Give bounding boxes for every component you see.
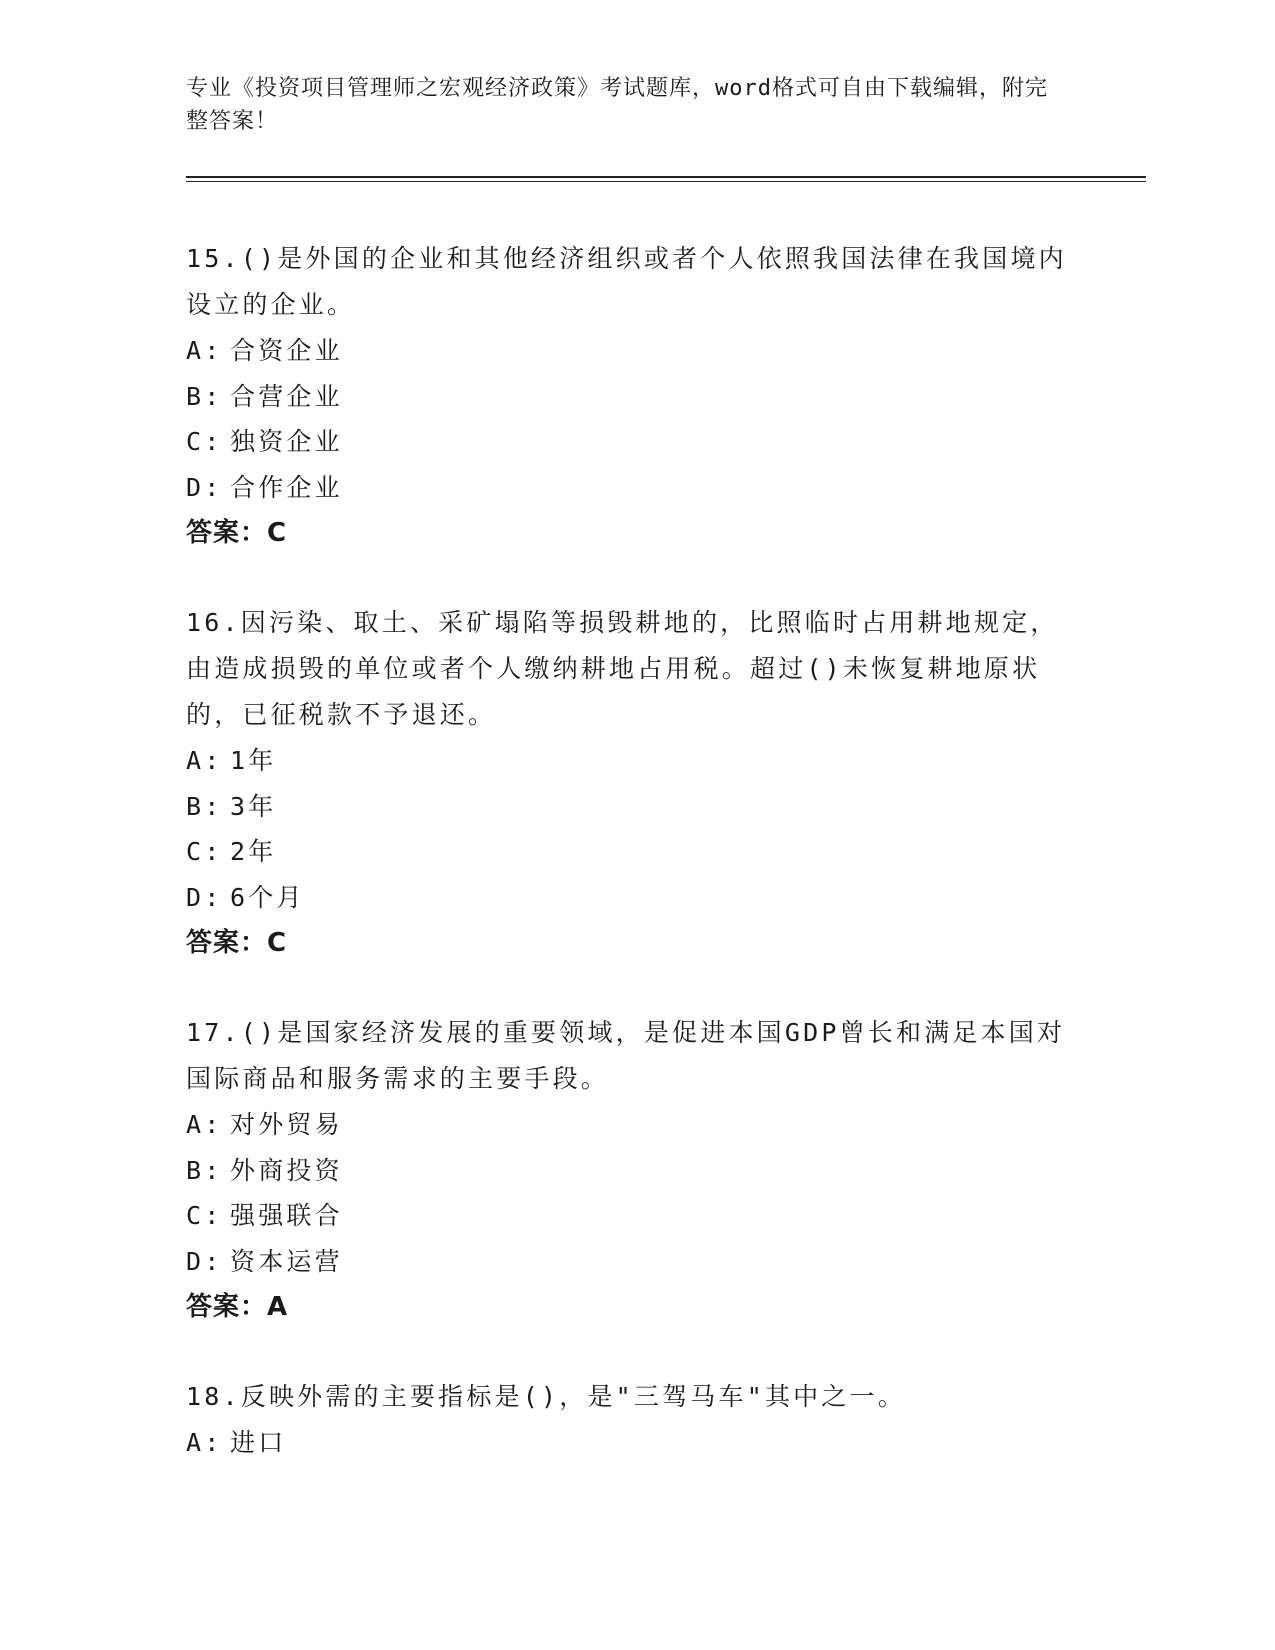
question-stem: 17.()是国家经济发展的重要领域，是促进本国GDP曾长和满足本国对国际商品和服务需求的主要手段。 [186, 1018, 1066, 1093]
option-text: 合作企业 [230, 472, 343, 502]
header-divider-thin [186, 181, 1146, 182]
option-a [186, 328, 1086, 374]
option-b [186, 1148, 1086, 1194]
option-letter: A: [186, 1110, 223, 1139]
option-d [186, 1239, 1086, 1285]
answer: 答案：A [186, 1292, 289, 1322]
option-text: 合营企业 [230, 381, 343, 411]
option-text: 2年 [230, 837, 277, 866]
option-text: 对外贸易 [230, 1110, 343, 1139]
question-stem: 15.()是外国的企业和其他经济组织或者个人依照我国法律在我国境内设立的企业。 [186, 244, 1067, 319]
question-stem: 18.反映外需的主要指标是()，是"三驾马车"其中之一。 [186, 1382, 906, 1411]
option-letter: D: [186, 882, 223, 912]
option-text: 3年 [230, 791, 277, 821]
option-text: 外商投资 [230, 1155, 343, 1185]
option-letter: A: [186, 746, 223, 775]
question-stem: 16.因污染、取土、采矿塌陷等损毁耕地的，比照临时占用耕地规定，由造成损毁的单位或者个人缴纳耕地占用税。超过()未恢复耕地原状的，已征税款不予退还。 [186, 608, 1059, 729]
question-16 [186, 600, 1086, 966]
option-c [186, 419, 1086, 465]
option-d [186, 875, 1086, 921]
answer: 答案：C [186, 518, 288, 548]
option-text: 合资企业 [230, 336, 343, 365]
option-d [186, 465, 1086, 511]
option-letter: B: [186, 1155, 223, 1185]
option-letter: C: [186, 837, 223, 866]
option-a [186, 1102, 1086, 1148]
option-letter: B: [186, 791, 223, 821]
option-letter: C: [186, 1201, 223, 1230]
option-a [186, 738, 1086, 784]
question-17 [186, 1010, 1086, 1330]
document-header: 专业《投资项目管理师之宏观经济政策》考试题库，word格式可自由下载编辑，附完整答案！ [186, 76, 1048, 134]
header-divider-thick [186, 176, 1146, 178]
option-text: 6个月 [230, 882, 305, 912]
answer: 答案：C [186, 928, 288, 958]
option-a [186, 1420, 1086, 1466]
option-letter: D: [186, 1246, 223, 1276]
question-18 [186, 1374, 1086, 1466]
option-c [186, 829, 1086, 875]
option-letter: D: [186, 472, 223, 502]
option-letter: B: [186, 381, 223, 411]
option-text: 进口 [230, 1428, 287, 1457]
option-letter: C: [186, 427, 223, 456]
option-b [186, 784, 1086, 830]
option-text: 独资企业 [230, 427, 343, 456]
option-c [186, 1193, 1086, 1239]
option-b [186, 374, 1086, 420]
question-15 [186, 236, 1086, 556]
option-letter: A: [186, 1428, 223, 1457]
option-text: 资本运营 [230, 1246, 343, 1276]
option-text: 强强联合 [230, 1201, 343, 1230]
option-letter: A: [186, 336, 223, 365]
option-text: 1年 [230, 746, 277, 775]
